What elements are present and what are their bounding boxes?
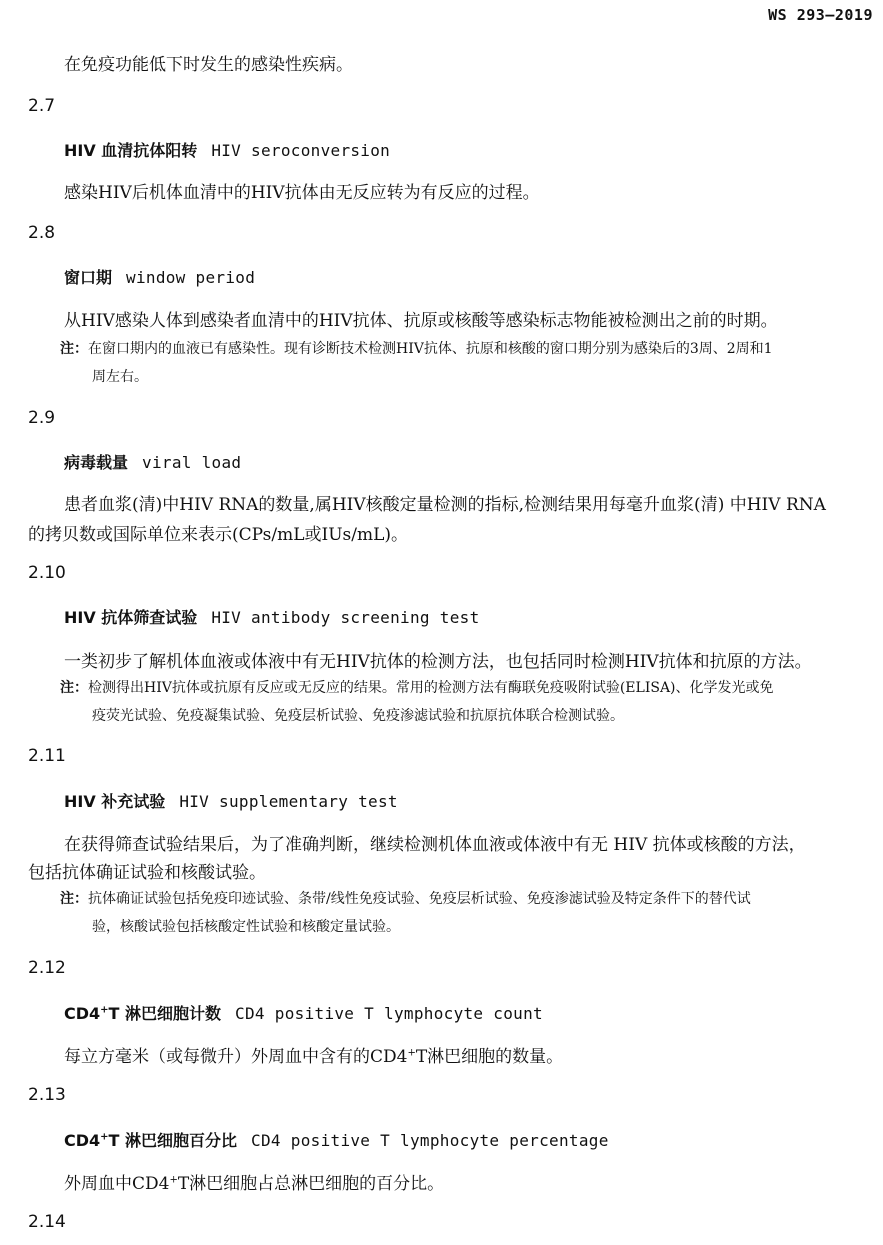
definition-part: 外周血中CD4 xyxy=(64,1174,170,1194)
note-continuation: 周左右。 xyxy=(92,369,148,385)
section-number: 2.13 xyxy=(28,1085,66,1105)
term-en: HIV antibody screening test xyxy=(211,608,480,627)
note-line xyxy=(60,677,774,697)
definition-part: 每立方毫米（或每微升）外周血中含有的CD4 xyxy=(64,1047,408,1067)
standard-code: WS 293—2019 xyxy=(768,6,873,24)
term-en: HIV seroconversion xyxy=(211,141,391,160)
definition-text: 一类初步了解机体血液或体液中有无HIV抗体的检测方法，也包括同时检测HIV抗体和抗原的方法。 xyxy=(64,652,812,672)
term-heading xyxy=(64,265,255,288)
term-zh: 病毒载量 xyxy=(64,453,129,472)
section-number: 2.11 xyxy=(28,746,66,766)
section-number: 2.9 xyxy=(28,408,56,428)
term-en: CD4 positive T lymphocyte count xyxy=(235,1004,543,1023)
section-number: 2.7 xyxy=(28,96,56,116)
definition-continuation: 的拷贝数或国际单位来表示(CPs/mL或IUs/mL)。 xyxy=(28,525,409,545)
definition-text xyxy=(64,1042,563,1067)
term-zh-part: CD4 xyxy=(64,1004,101,1023)
term-zh: 窗口期 xyxy=(64,268,113,287)
term-en: viral load xyxy=(142,453,242,472)
definition-text xyxy=(64,1169,444,1194)
term-zh-part: T 淋巴细胞计数 xyxy=(108,1004,222,1023)
term-heading xyxy=(64,450,241,473)
note-label: 注： xyxy=(60,341,88,357)
note-line xyxy=(60,338,773,358)
section-number: 2.8 xyxy=(28,223,56,243)
term-zh: HIV 补充试验 xyxy=(64,792,166,811)
term-zh: HIV 血清抗体阳转 xyxy=(64,141,198,160)
definition-text: 在获得筛查试验结果后，为了准确判断，继续检测机体血液或体液中有无 HIV 抗体或核酸的方法， xyxy=(64,835,806,855)
superscript-plus: + xyxy=(100,1004,109,1016)
term-heading xyxy=(64,1128,609,1151)
definition-part: T淋巴细胞占总淋巴细胞的百分比。 xyxy=(177,1174,445,1194)
note-continuation: 疫荧光试验、免疫凝集试验、免疫层析试验、免疫渗滤试验和抗原抗体联合检测试验。 xyxy=(92,708,624,724)
term-heading xyxy=(64,605,480,628)
term-en: CD4 positive T lymphocyte percentage xyxy=(251,1131,609,1150)
note-line xyxy=(60,888,751,908)
term-heading xyxy=(64,789,398,812)
term-zh-part: T 淋巴细胞百分比 xyxy=(108,1131,238,1150)
section-number: 2.12 xyxy=(28,958,66,978)
note-text: 抗体确证试验包括免疫印迹试验、条带/线性免疫试验、免疫层析试验、免疫渗滤试验及特定条件下的替代试 xyxy=(88,891,751,907)
note-label: 注： xyxy=(60,891,88,907)
note-continuation: 验，核酸试验包括核酸定性试验和核酸定量试验。 xyxy=(92,919,400,935)
superscript-plus: + xyxy=(100,1131,109,1143)
term-zh-part: CD4 xyxy=(64,1131,101,1150)
term-heading xyxy=(64,138,390,161)
term-zh xyxy=(64,1131,237,1150)
body-text: 在免疫功能低下时发生的感染性疾病。 xyxy=(64,55,353,75)
definition-text: 从HIV感染人体到感染者血清中的HIV抗体、抗原或核酸等感染标志物能被检测出之前的时期。 xyxy=(64,311,778,331)
term-en: HIV supplementary test xyxy=(179,792,398,811)
term-en: window period xyxy=(126,268,256,287)
term-heading xyxy=(64,1001,543,1024)
definition-text: 患者血浆(清)中HIV RNA的数量,属HIV核酸定量检测的指标,检测结果用每毫升血浆(清) 中HIV RNA xyxy=(64,495,826,515)
definition-part: T淋巴细胞的数量。 xyxy=(415,1047,564,1067)
term-zh xyxy=(64,1004,221,1023)
note-text: 在窗口期内的血液已有感染性。现有诊断技术检测HIV抗体、抗原和核酸的窗口期分别为感染后的3周、2周和1 xyxy=(88,341,773,357)
definition-text: 感染HIV后机体血清中的HIV抗体由无反应转为有反应的过程。 xyxy=(64,183,540,203)
note-label: 注： xyxy=(60,680,88,696)
term-zh: HIV 抗体筛查试验 xyxy=(64,608,198,627)
section-number: 2.14 xyxy=(28,1212,66,1232)
definition-continuation: 包括抗体确证试验和核酸试验。 xyxy=(28,863,266,883)
superscript-plus: + xyxy=(169,1174,178,1186)
note-text: 检测得出HIV抗体或抗原有反应或无反应的结果。常用的检测方法有酶联免疫吸附试验(ELISA)、化学发光或免 xyxy=(88,680,774,696)
section-number: 2.10 xyxy=(28,563,66,583)
superscript-plus: + xyxy=(407,1047,416,1059)
